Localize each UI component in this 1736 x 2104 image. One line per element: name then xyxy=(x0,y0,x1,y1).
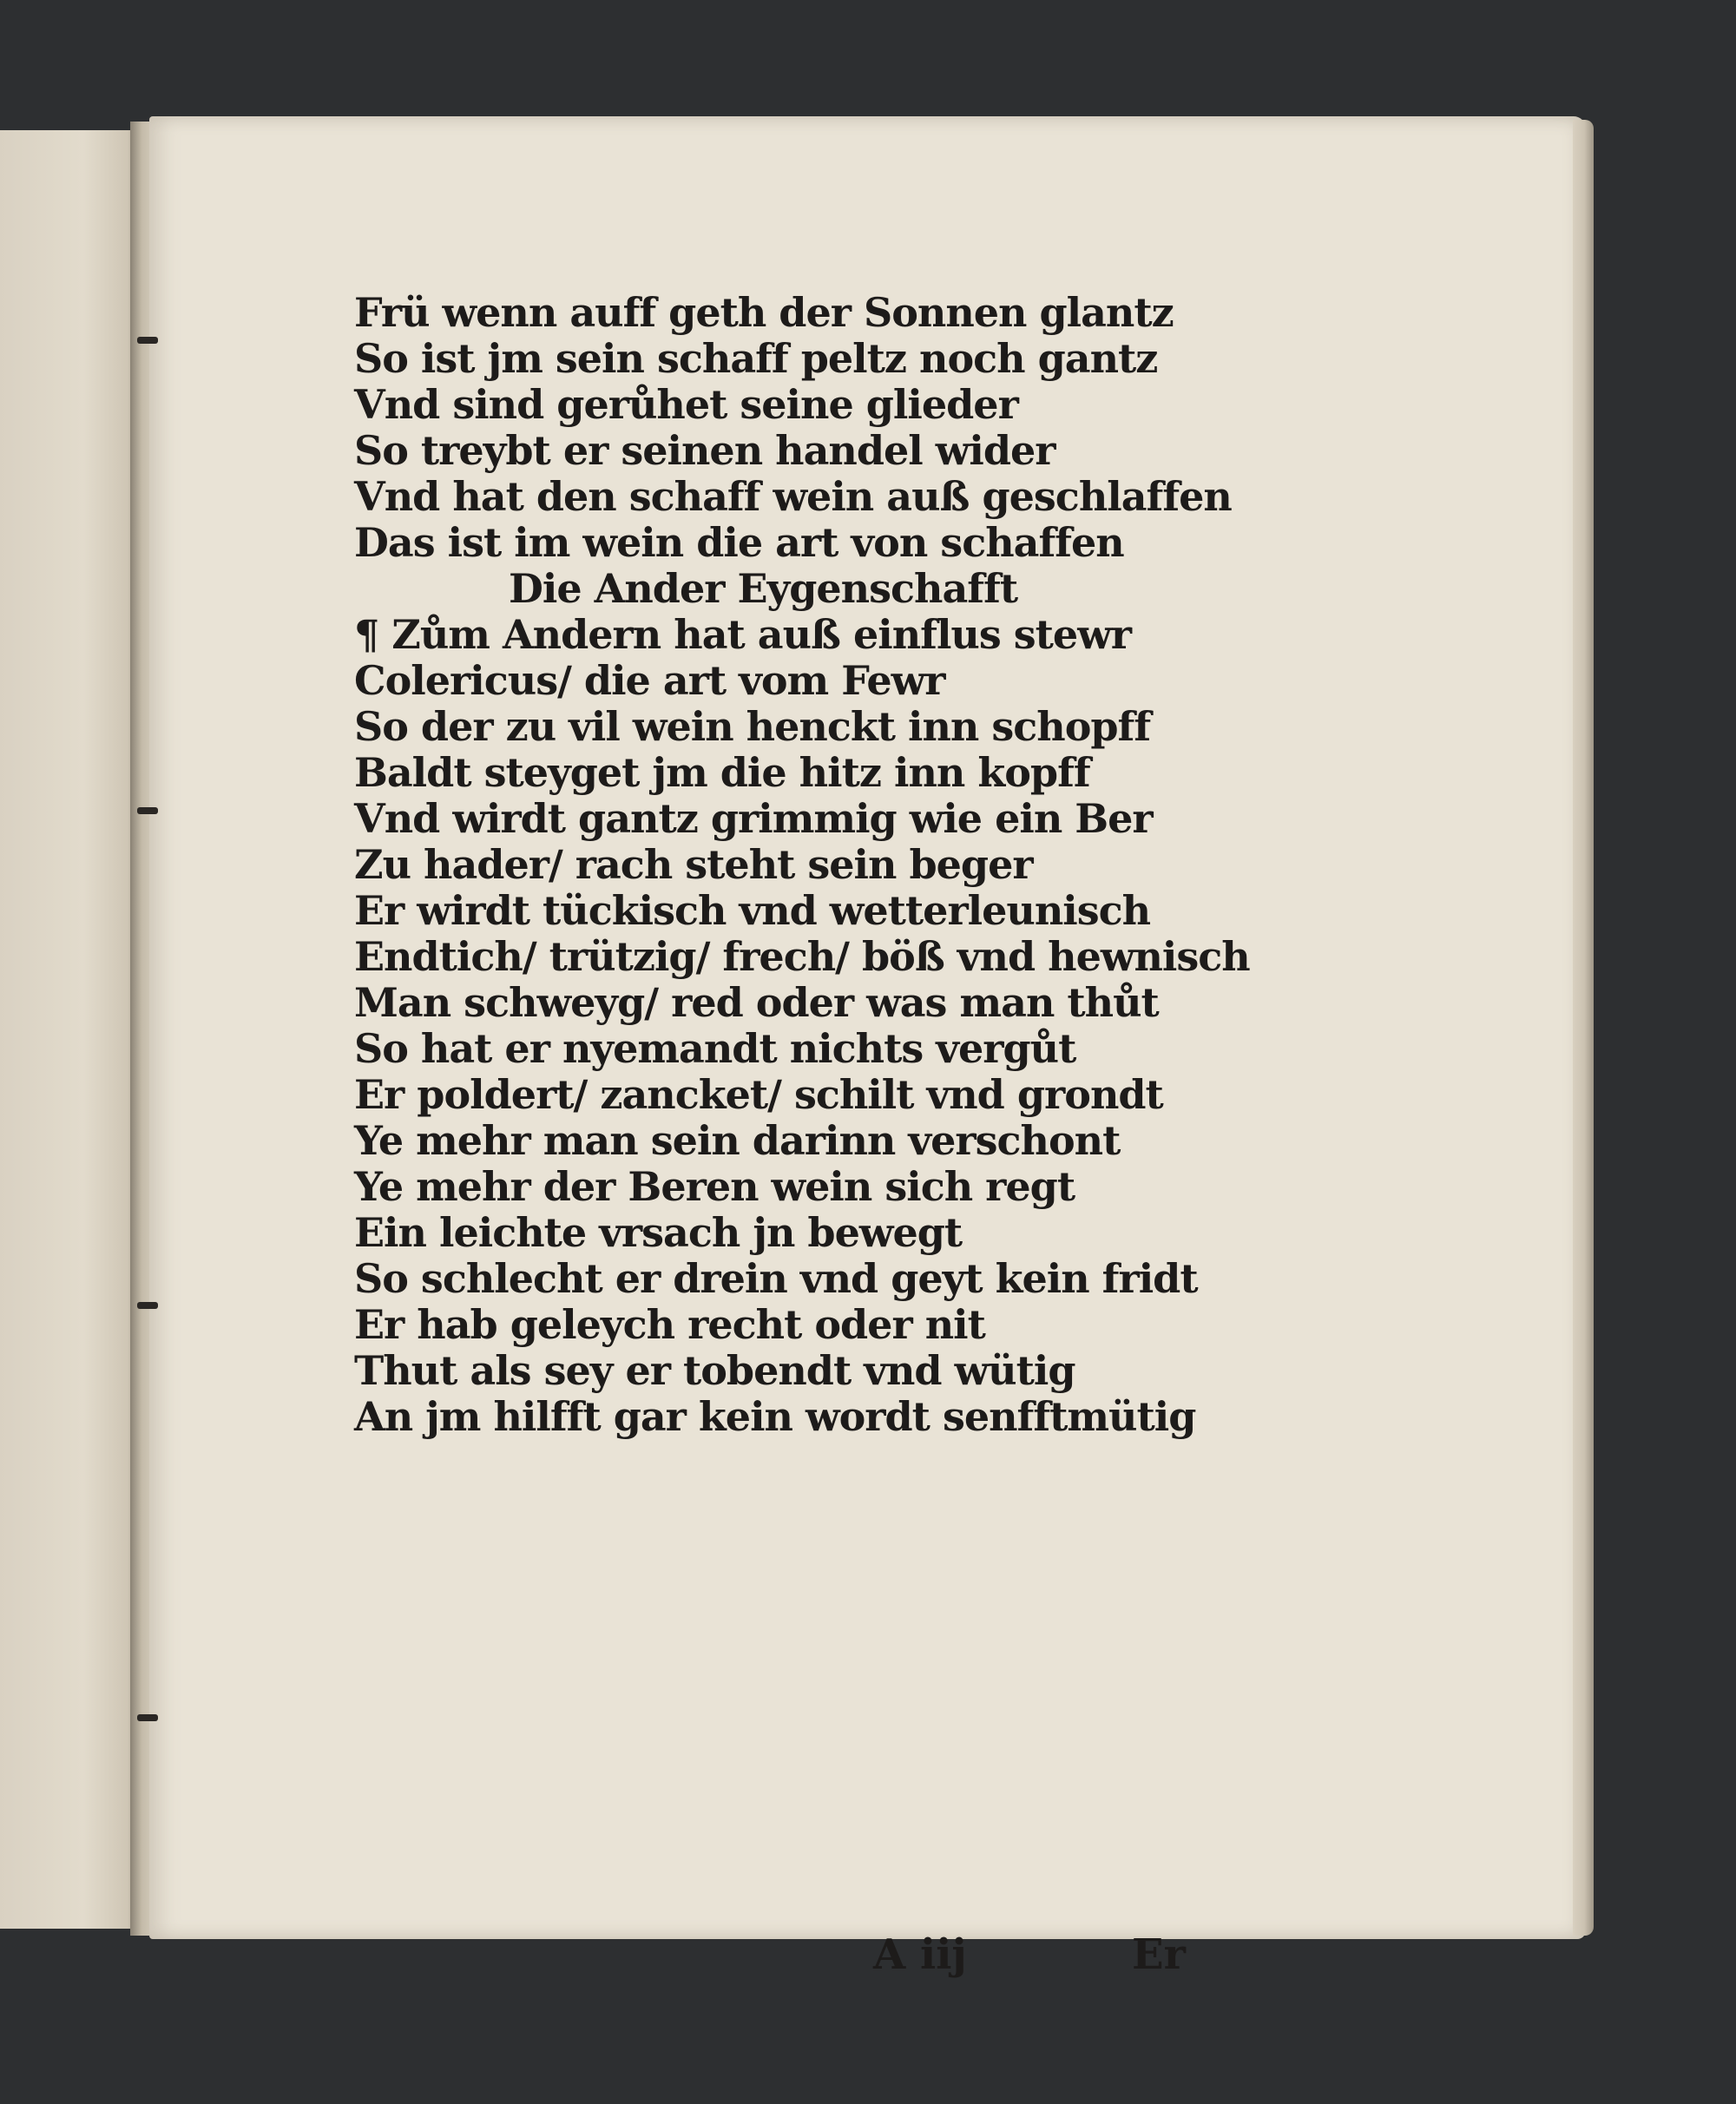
verse-line: Man schweyg/ red oder was man thůt xyxy=(354,979,1159,1026)
catchword: Er xyxy=(1132,1930,1186,1979)
verse-line: Er hab geleych recht oder nit xyxy=(354,1301,985,1348)
binding-stitch xyxy=(137,1302,158,1309)
verse-line: Er wirdt tückisch vnd wetterleunisch xyxy=(354,887,1151,934)
verse-line: ¶ Zům Andern hat auß einflus stewr xyxy=(354,611,1132,658)
verse-line: So treybt er seinen handel wider xyxy=(354,427,1055,474)
binding-stitch xyxy=(137,807,158,814)
verse-line: So der zu vil wein henckt inn schopff xyxy=(354,703,1151,750)
binding-stitch xyxy=(137,337,158,344)
verse-line: Frü wenn auff geth der Sonnen glantz xyxy=(354,289,1174,336)
signature-mark: A iij xyxy=(873,1930,967,1979)
verse-line: Vnd hat den schaff wein auß geschlaffen xyxy=(354,473,1232,520)
verse-line: Er poldert/ zancket/ schilt vnd grondt xyxy=(354,1071,1163,1118)
verse-line: So hat er nyemandt nichts vergůt xyxy=(354,1025,1076,1072)
left-page-edge xyxy=(0,130,139,1929)
verse-line: Ye mehr man sein darinn verschont xyxy=(354,1117,1121,1164)
verse-line: Baldt steyget jm die hitz inn kopff xyxy=(354,749,1090,796)
verse-line: Vnd wirdt gantz grimmig wie ein Ber xyxy=(354,795,1153,842)
verse-line: Colericus/ die art vom Fewr xyxy=(354,657,945,704)
verse-line: Endtich/ trützig/ frech/ böß vnd hewnisch xyxy=(354,933,1250,980)
verse-line: Das ist im wein die art von schaffen xyxy=(354,519,1124,566)
page-footer xyxy=(354,1930,1222,1982)
verse-line: An jm hilfft gar kein wordt senfftmütig xyxy=(354,1393,1196,1440)
verse-line: Ein leichte vrsach jn bewegt xyxy=(354,1209,963,1256)
verse-text xyxy=(354,289,1250,1979)
verse-line: Zu hader/ rach steht sein beger xyxy=(354,841,1033,888)
verse-line: Ye mehr der Beren wein sich regt xyxy=(354,1163,1075,1210)
verse-line: So schlecht er drein vnd geyt kein fridt xyxy=(354,1255,1198,1302)
verse-line: So ist jm sein schaff peltz noch gantz xyxy=(354,335,1158,382)
verse-line: Vnd sind gerůhet seine glieder xyxy=(354,381,1018,428)
section-heading: Die Ander Eygenschafft xyxy=(509,565,1018,612)
verse-line: Thut als sey er tobendt vnd wütig xyxy=(354,1347,1075,1394)
right-page-edge xyxy=(1573,120,1594,1936)
binding-stitch xyxy=(137,1714,158,1721)
